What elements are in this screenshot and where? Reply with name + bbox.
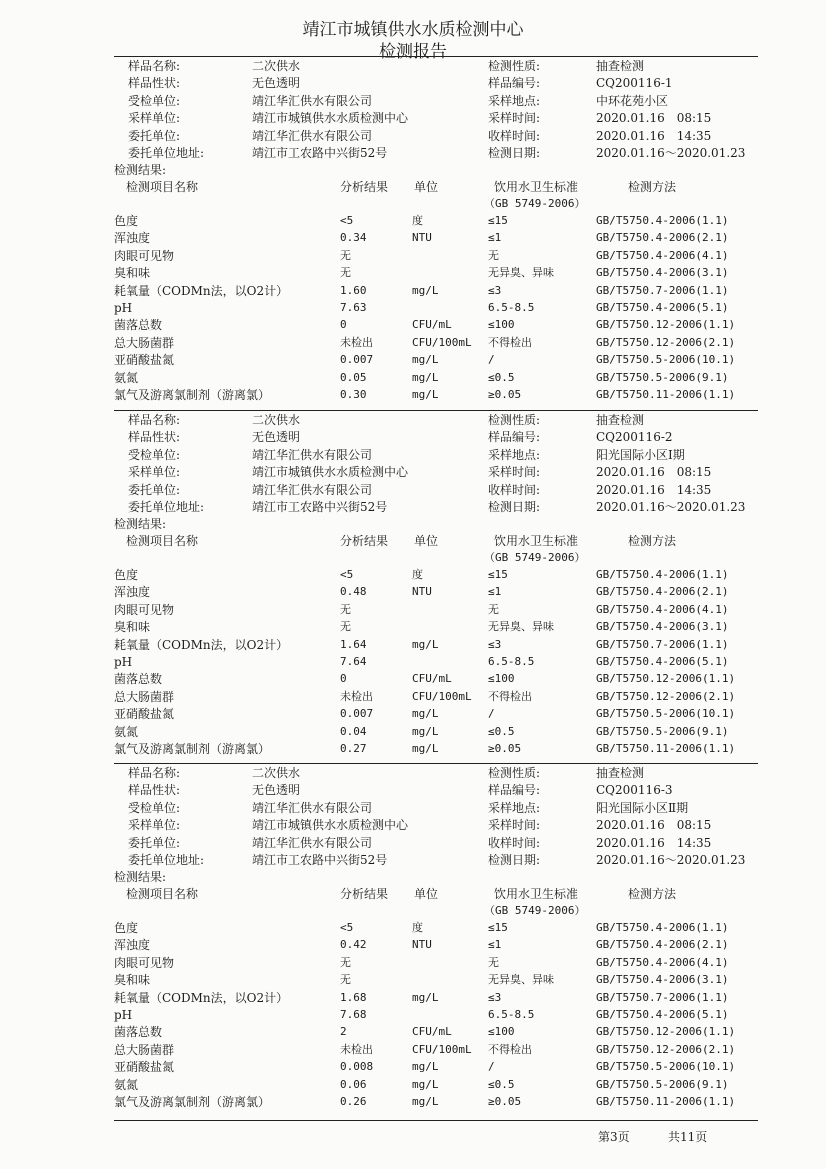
cell-method: GB/T5750.5-2006(10.1) (596, 1060, 736, 1074)
cell-method: GB/T5750.4-2006(3.1) (596, 620, 729, 634)
cell-unit: 度 (412, 568, 423, 581)
cell-unit: mg/L (412, 1095, 439, 1108)
cell-standard: ≤3 (488, 990, 502, 1004)
report-title: 检测报告 (379, 42, 447, 62)
cell-unit: CFU/mL (412, 672, 452, 686)
info-value: 2020.01.16 14:35 (596, 835, 712, 850)
cell-standard: 不得检出 (488, 335, 532, 349)
results-heading: 检测结果: (114, 870, 167, 884)
cell-result: 0.007 (340, 707, 374, 721)
info-label: 检测日期: (488, 500, 541, 514)
cell-unit: mg/L (412, 388, 439, 401)
cell-unit: mg/L (412, 742, 439, 755)
cell-result: 无 (340, 973, 351, 987)
cell-unit: CFU/mL (412, 1025, 452, 1039)
column-header-standard: 饮用水卫生标准 (494, 180, 579, 194)
cell-standard: 无异臭、异味 (488, 973, 554, 987)
cell-result: 无 (340, 620, 351, 634)
info-value: 2020.01.16 14:35 (596, 128, 712, 143)
cell-item: 肉眼可见物 (114, 955, 175, 970)
info-label: 样品名称: (128, 413, 181, 427)
cell-item: 肉眼可见物 (114, 602, 175, 617)
info-value: 靖江华汇供水有限公司 (252, 447, 373, 462)
info-value: CQ200116-1 (596, 76, 673, 91)
column-header-unit: 单位 (414, 887, 439, 901)
column-header-result: 分析结果 (340, 180, 389, 194)
info-value: 抽查检测 (596, 413, 645, 427)
cell-method: GB/T5750.5-2006(9.1) (596, 724, 729, 738)
cell-standard: / (488, 707, 495, 721)
info-value: 二次供水 (252, 413, 301, 427)
cell-item: 氯气及游离氯制剂（游离氯） (114, 742, 271, 756)
info-value: 无色透明 (252, 430, 301, 445)
cell-result: 无 (340, 248, 351, 262)
cell-item: 总大肠菌群 (114, 1042, 175, 1057)
cell-standard: ≤3 (488, 283, 502, 297)
cell-method: GB/T5750.4-2006(2.1) (596, 231, 729, 245)
cell-item: 总大肠菌群 (114, 335, 175, 350)
cell-item: 浑浊度 (114, 231, 151, 246)
cell-result: 0.42 (340, 938, 367, 952)
cell-item: 菌落总数 (114, 672, 163, 687)
cell-method: GB/T5750.4-2006(1.1) (596, 214, 729, 227)
info-value: 靖江华汇供水有限公司 (252, 800, 373, 815)
cell-method: GB/T5750.12-2006(1.1) (596, 1025, 736, 1039)
info-value: 靖江华汇供水有限公司 (252, 482, 373, 497)
info-value: 2020.01.16～2020.01.23 (596, 146, 746, 160)
cell-unit: CFU/100mL (412, 335, 472, 349)
cell-standard: 6.5-8.5 (488, 655, 535, 668)
cell-result: 7.68 (340, 1008, 367, 1021)
standard-code: （GB 5749-2006） (484, 904, 586, 917)
cell-standard: ≤15 (488, 214, 508, 227)
column-header-item: 检测项目名称 (126, 887, 199, 901)
section-divider (114, 410, 758, 411)
cell-standard: ≤0.5 (488, 724, 515, 738)
cell-result: 7.64 (340, 655, 367, 668)
info-value: 靖江市城镇供水水质检测中心 (252, 465, 409, 480)
info-value: 2020.01.16 08:15 (596, 465, 712, 480)
cell-item: pH (114, 301, 133, 315)
info-value: 2020.01.16 08:15 (596, 111, 712, 126)
cell-item: 耗氧量（CODMn法，以O2计） (114, 990, 289, 1005)
cell-method: GB/T5750.11-2006(1.1) (596, 742, 736, 755)
info-value: 二次供水 (252, 59, 301, 73)
cell-item: 亚硝酸盐氮 (114, 353, 175, 368)
column-header-method: 检测方法 (628, 180, 677, 194)
cell-unit: CFU/100mL (412, 1042, 472, 1056)
cell-method: GB/T5750.4-2006(5.1) (596, 1008, 729, 1021)
cell-standard: ≥0.05 (488, 1095, 522, 1108)
cell-item: 耗氧量（CODMn法，以O2计） (114, 283, 289, 298)
cell-unit: mg/L (412, 370, 439, 384)
cell-standard: ≤15 (488, 568, 508, 581)
info-value: 靖江华汇供水有限公司 (252, 835, 373, 850)
cell-result: 0.05 (340, 370, 367, 384)
section-divider (114, 763, 758, 764)
column-header-result: 分析结果 (340, 887, 389, 901)
info-label: 样品编号: (488, 76, 541, 91)
cell-standard: ≥0.05 (488, 742, 522, 755)
cell-standard: ≤0.5 (488, 370, 515, 384)
cell-standard: / (488, 1060, 495, 1074)
info-label: 采样时间: (488, 465, 541, 480)
column-header-result: 分析结果 (340, 534, 389, 548)
cell-unit: mg/L (412, 990, 439, 1004)
cell-method: GB/T5750.4-2006(4.1) (596, 248, 729, 262)
info-label: 样品名称: (128, 59, 181, 73)
cell-item: 浑浊度 (114, 585, 151, 600)
cell-result: 0.48 (340, 585, 367, 599)
cell-method: GB/T5750.4-2006(5.1) (596, 655, 729, 668)
info-label: 采样时间: (488, 818, 541, 833)
cell-item: 氨氮 (114, 724, 139, 739)
info-value: 靖江市工农路中兴街52号 (252, 146, 388, 160)
info-value: 靖江市城镇供水水质检测中心 (252, 818, 409, 833)
cell-result: 2 (340, 1025, 347, 1039)
info-label: 收样时间: (488, 835, 541, 850)
cell-result: 0 (340, 672, 347, 686)
info-label: 收样时间: (488, 128, 541, 143)
info-value: 2020.01.16 08:15 (596, 818, 712, 833)
info-label: 委托单位: (128, 482, 181, 497)
column-header-unit: 单位 (414, 180, 439, 194)
info-label: 样品编号: (488, 783, 541, 798)
info-value: CQ200116-3 (596, 783, 673, 798)
cell-standard: ≥0.05 (488, 388, 522, 401)
column-header-unit: 单位 (414, 534, 439, 548)
cell-unit: 度 (412, 921, 423, 934)
info-label: 检测日期: (488, 853, 541, 867)
cell-result: 7.63 (340, 301, 367, 314)
cell-method: GB/T5750.4-2006(2.1) (596, 585, 729, 599)
cell-result: 1.60 (340, 283, 367, 297)
cell-item: 色度 (114, 568, 139, 582)
cell-method: GB/T5750.5-2006(10.1) (596, 353, 736, 367)
cell-result: 1.68 (340, 990, 367, 1004)
cell-unit: NTU (412, 231, 432, 245)
cell-standard: 无 (488, 248, 499, 262)
cell-standard: 6.5-8.5 (488, 1008, 535, 1021)
info-label: 检测性质: (488, 766, 541, 780)
cell-item: 亚硝酸盐氮 (114, 707, 175, 722)
cell-item: 耗氧量（CODMn法，以O2计） (114, 637, 289, 652)
cell-method: GB/T5750.12-2006(1.1) (596, 672, 736, 686)
cell-unit: NTU (412, 938, 432, 952)
cell-method: GB/T5750.7-2006(1.1) (596, 283, 729, 297)
info-label: 采样时间: (488, 111, 541, 126)
cell-unit: 度 (412, 214, 423, 227)
cell-standard: 6.5-8.5 (488, 301, 535, 314)
cell-standard: 无异臭、异味 (488, 266, 554, 280)
cell-unit: mg/L (412, 353, 439, 367)
cell-standard: ≤1 (488, 938, 502, 952)
cell-result: 0 (340, 318, 347, 332)
cell-item: 浑浊度 (114, 938, 151, 953)
column-header-standard: 饮用水卫生标准 (494, 534, 579, 548)
info-label: 样品性状: (128, 430, 181, 445)
info-label: 样品名称: (128, 766, 181, 780)
cell-item: 臭和味 (114, 266, 151, 281)
cell-method: GB/T5750.5-2006(10.1) (596, 707, 736, 721)
info-label: 受检单位: (128, 93, 181, 108)
cell-unit: CFU/mL (412, 318, 452, 332)
cell-method: GB/T5750.11-2006(1.1) (596, 1095, 736, 1108)
cell-result: 0.06 (340, 1077, 367, 1091)
cell-method: GB/T5750.4-2006(1.1) (596, 921, 729, 934)
info-value: 中环花苑小区 (596, 93, 669, 108)
cell-standard: 无 (488, 602, 499, 616)
page-number: 第3页 (598, 1130, 630, 1144)
page-total: 共11页 (668, 1130, 708, 1144)
info-label: 采样地点: (488, 93, 541, 108)
standard-code: （GB 5749-2006） (484, 197, 586, 210)
info-value: 靖江市工农路中兴街52号 (252, 500, 388, 514)
cell-result: 0.34 (340, 231, 367, 245)
cell-item: 色度 (114, 214, 139, 228)
cell-item: 总大肠菌群 (114, 689, 175, 704)
info-value: 靖江华汇供水有限公司 (252, 93, 373, 108)
cell-item: pH (114, 655, 133, 669)
cell-result: 无 (340, 602, 351, 616)
info-value: 阳光国际小区Ⅱ期 (596, 800, 689, 815)
info-label: 委托单位地址: (128, 500, 205, 514)
info-label: 收样时间: (488, 482, 541, 497)
cell-item: 臭和味 (114, 973, 151, 988)
cell-method: GB/T5750.7-2006(1.1) (596, 637, 729, 651)
results-heading: 检测结果: (114, 163, 167, 177)
cell-standard: / (488, 353, 495, 367)
cell-item: pH (114, 1008, 133, 1022)
cell-unit: mg/L (412, 1060, 439, 1074)
info-label: 采样地点: (488, 447, 541, 462)
info-label: 检测性质: (488, 59, 541, 73)
cell-standard: ≤100 (488, 672, 515, 686)
cell-item: 色度 (114, 921, 139, 935)
cell-item: 氨氮 (114, 370, 139, 385)
cell-unit: mg/L (412, 707, 439, 721)
cell-method: GB/T5750.12-2006(2.1) (596, 335, 736, 349)
cell-result: 未检出 (340, 335, 373, 349)
cell-standard: ≤0.5 (488, 1077, 515, 1091)
cell-result: 无 (340, 266, 351, 280)
column-header-item: 检测项目名称 (126, 180, 199, 194)
cell-method: GB/T5750.4-2006(3.1) (596, 973, 729, 987)
info-label: 检测性质: (488, 413, 541, 427)
cell-item: 肉眼可见物 (114, 248, 175, 263)
cell-standard: ≤100 (488, 1025, 515, 1039)
cell-result: 0.04 (340, 724, 367, 738)
info-label: 样品性状: (128, 783, 181, 798)
info-label: 样品编号: (488, 430, 541, 445)
cell-method: GB/T5750.4-2006(3.1) (596, 266, 729, 280)
info-value: 2020.01.16～2020.01.23 (596, 853, 746, 867)
cell-result: 未检出 (340, 1042, 373, 1056)
cell-result: 0.007 (340, 353, 374, 367)
info-value: CQ200116-2 (596, 430, 673, 445)
info-label: 委托单位地址: (128, 146, 205, 160)
cell-method: GB/T5750.4-2006(4.1) (596, 955, 729, 969)
cell-method: GB/T5750.4-2006(4.1) (596, 602, 729, 616)
info-label: 采样地点: (488, 800, 541, 815)
cell-unit: mg/L (412, 1077, 439, 1091)
info-label: 样品性状: (128, 76, 181, 91)
cell-method: GB/T5750.12-2006(1.1) (596, 318, 736, 332)
cell-item: 菌落总数 (114, 1025, 163, 1040)
cell-result: 0.26 (340, 1095, 367, 1108)
cell-result: <5 (340, 921, 354, 934)
column-header-method: 检测方法 (628, 887, 677, 901)
cell-result: <5 (340, 214, 354, 227)
info-value: 靖江市工农路中兴街52号 (252, 853, 388, 867)
info-label: 委托单位: (128, 128, 181, 143)
info-label: 采样单位: (128, 111, 181, 126)
info-value: 2020.01.16～2020.01.23 (596, 500, 746, 514)
cell-unit: CFU/100mL (412, 689, 472, 703)
info-label: 采样单位: (128, 465, 181, 480)
cell-method: GB/T5750.4-2006(2.1) (596, 938, 729, 952)
cell-method: GB/T5750.4-2006(1.1) (596, 568, 729, 581)
org-title: 靖江市城镇供水水质检测中心 (302, 20, 524, 40)
cell-item: 氨氮 (114, 1077, 139, 1092)
info-value: 抽查检测 (596, 766, 645, 780)
cell-standard: ≤15 (488, 921, 508, 934)
cell-unit: NTU (412, 585, 432, 599)
info-value: 抽查检测 (596, 59, 645, 73)
info-value: 二次供水 (252, 766, 301, 780)
cell-unit: mg/L (412, 724, 439, 738)
cell-method: GB/T5750.7-2006(1.1) (596, 990, 729, 1004)
info-label: 委托单位: (128, 835, 181, 850)
cell-result: 0.008 (340, 1060, 374, 1074)
cell-unit: mg/L (412, 283, 439, 297)
cell-result: 1.64 (340, 637, 367, 651)
info-label: 受检单位: (128, 447, 181, 462)
cell-result: <5 (340, 568, 354, 581)
column-header-item: 检测项目名称 (126, 534, 199, 548)
cell-result: 未检出 (340, 689, 373, 703)
standard-code: （GB 5749-2006） (484, 551, 586, 564)
cell-method: GB/T5750.12-2006(2.1) (596, 689, 736, 703)
info-value: 无色透明 (252, 76, 301, 91)
cell-method: GB/T5750.11-2006(1.1) (596, 388, 736, 401)
info-label: 检测日期: (488, 146, 541, 160)
cell-method: GB/T5750.12-2006(2.1) (596, 1042, 736, 1056)
cell-method: GB/T5750.5-2006(9.1) (596, 370, 729, 384)
cell-item: 臭和味 (114, 620, 151, 635)
cell-standard: 不得检出 (488, 1042, 532, 1056)
cell-unit: mg/L (412, 637, 439, 651)
info-value: 靖江市城镇供水水质检测中心 (252, 111, 409, 126)
column-header-standard: 饮用水卫生标准 (494, 887, 579, 901)
cell-result: 0.30 (340, 388, 367, 401)
info-value: 阳光国际小区Ⅰ期 (596, 447, 685, 462)
cell-result: 0.27 (340, 742, 367, 755)
cell-standard: ≤3 (488, 637, 502, 651)
results-heading: 检测结果: (114, 517, 167, 531)
section-divider (114, 56, 758, 57)
info-label: 委托单位地址: (128, 853, 205, 867)
cell-standard: ≤1 (488, 231, 502, 245)
cell-standard: ≤1 (488, 585, 502, 599)
info-label: 受检单位: (128, 800, 181, 815)
cell-standard: 无 (488, 955, 499, 969)
info-value: 2020.01.16 14:35 (596, 482, 712, 497)
cell-result: 无 (340, 955, 351, 969)
info-value: 靖江华汇供水有限公司 (252, 128, 373, 143)
cell-item: 菌落总数 (114, 318, 163, 333)
section-divider (114, 1120, 758, 1121)
info-value: 无色透明 (252, 783, 301, 798)
cell-standard: ≤100 (488, 318, 515, 332)
column-header-method: 检测方法 (628, 534, 677, 548)
cell-item: 亚硝酸盐氮 (114, 1060, 175, 1075)
cell-item: 氯气及游离氯制剂（游离氯） (114, 1095, 271, 1109)
cell-standard: 无异臭、异味 (488, 620, 554, 634)
cell-standard: 不得检出 (488, 689, 532, 703)
cell-item: 氯气及游离氯制剂（游离氯） (114, 388, 271, 402)
info-label: 采样单位: (128, 818, 181, 833)
cell-method: GB/T5750.4-2006(5.1) (596, 301, 729, 314)
cell-method: GB/T5750.5-2006(9.1) (596, 1077, 729, 1091)
